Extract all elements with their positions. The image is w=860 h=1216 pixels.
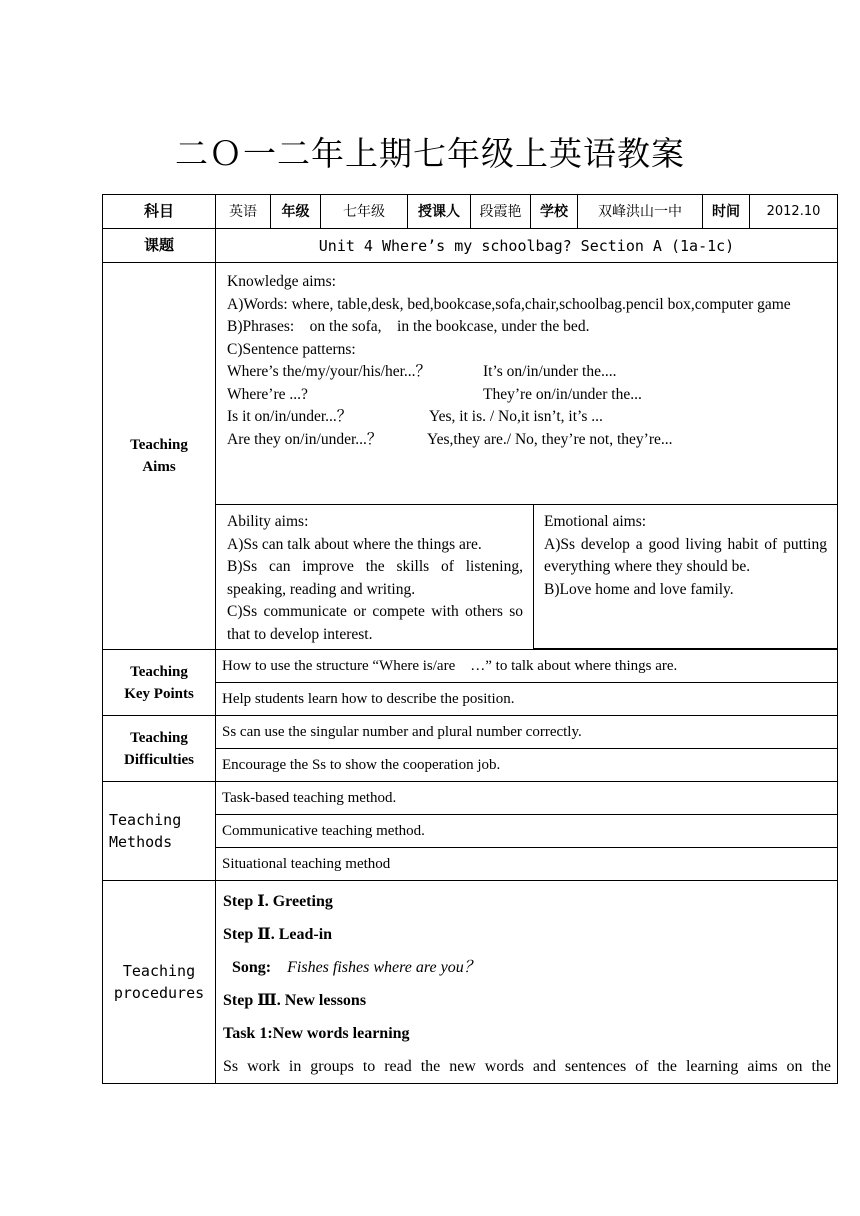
song-line	[223, 951, 831, 984]
school-label: 学校	[531, 195, 578, 229]
procedures-label	[103, 881, 216, 1084]
difficulty-item: Encourage the Ss to show the cooperation job.	[216, 749, 838, 782]
subject-value: 英语	[216, 195, 271, 229]
page-title: 二Ｏ一二年上期七年级上英语教案	[175, 134, 685, 173]
knowledge-words: A)Words: where, table,desk, bed,bookcase,sofa,chair,schoolbag.pencil box,computer game	[227, 295, 791, 313]
ability-line: Ability aims:	[227, 513, 309, 530]
knowledge-aims	[216, 263, 837, 505]
ability-aims	[216, 505, 534, 649]
step-new-lessons: Step Ⅲ. New lessons	[223, 992, 367, 1009]
methods-label-line1: Teaching	[109, 811, 182, 829]
difficulties-label	[103, 716, 216, 782]
pattern-question: Are they on/in/under...？	[227, 430, 383, 448]
knowledge-phrases: B)Phrases: on the sofa, in the bookcase, under the bed.	[227, 318, 590, 335]
pattern-answer: They’re on/in/under the...	[483, 385, 642, 403]
header-row	[103, 195, 838, 229]
key-points-label-line1: Teaching	[130, 663, 188, 680]
ability-line: B)Ss can improve the skills of listening, speaking, reading and writing.	[227, 558, 523, 598]
procedures-content	[216, 881, 838, 1084]
lesson-plan-table	[102, 194, 838, 1084]
procedures-label-line1: Teaching	[122, 962, 196, 980]
key-points-row	[103, 650, 838, 683]
method-item: Communicative teaching method.	[216, 815, 838, 848]
task-1: Task 1:New words learning	[223, 1025, 410, 1042]
pattern-question: Where’re ...?	[227, 385, 308, 403]
pattern-question: Where’s the/my/your/his/her...？	[227, 363, 432, 380]
grade-value: 七年级	[321, 195, 408, 229]
song-title: Fishes fishes where are you？	[287, 959, 480, 976]
pattern-line	[227, 406, 827, 429]
pattern-answer: Yes,they are./ No, they’re not, they’re...	[427, 430, 673, 448]
emotional-line: A)Ss develop a good living habit of putting everything where they should be.	[544, 535, 827, 575]
procedures-row	[103, 881, 838, 1084]
key-points-label	[103, 650, 216, 716]
song-label: Song:	[232, 959, 272, 976]
key-point-item: How to use the structure “Where is/are …” to talk about where things are.	[216, 650, 838, 683]
ability-line: C)Ss communicate or compete with others so that to develop interest.	[227, 603, 523, 643]
pattern-line	[227, 361, 827, 384]
difficulty-item: Ss can use the singular number and plural number correctly.	[216, 716, 838, 749]
grade-label: 年级	[271, 195, 321, 229]
topic-row	[103, 229, 838, 263]
emotional-aims	[533, 505, 837, 649]
teacher-label: 授课人	[408, 195, 471, 229]
aims-label-line2: Aims	[142, 459, 176, 475]
step-greeting: Step Ⅰ. Greeting	[223, 893, 333, 910]
aims-content	[216, 263, 838, 650]
pattern-answer: Yes, it is. / No,it isn’t, it’s ...	[429, 408, 603, 425]
knowledge-sentence-heading: C)Sentence patterns:	[227, 340, 356, 358]
procedure-text: Ss work in groups to read the new words and sentences of the learning aims on the	[223, 1058, 831, 1075]
emotional-line: Emotional aims:	[544, 513, 647, 530]
method-item: Task-based teaching method.	[216, 782, 838, 815]
pattern-question: Is it on/in/under...？	[227, 408, 353, 425]
step-lead-in: Step Ⅱ. Lead-in	[223, 926, 333, 943]
key-point-item: Help students learn how to describe the position.	[216, 683, 838, 716]
knowledge-heading: Knowledge aims:	[227, 273, 336, 290]
aims-subrow	[216, 505, 837, 649]
school-value: 双峰洪山一中	[578, 195, 703, 229]
pattern-answer: It’s on/in/under the....	[483, 363, 617, 380]
emotional-line: B)Love home and love family.	[544, 580, 734, 598]
difficulties-label-line1: Teaching	[130, 729, 188, 746]
time-value: 2012.10	[750, 195, 838, 229]
key-points-label-line2: Key Points	[124, 685, 194, 702]
difficulties-row	[103, 716, 838, 749]
topic-label: 课题	[103, 229, 216, 263]
aims-label-line1: Teaching	[130, 437, 188, 453]
methods-label	[103, 782, 216, 881]
subject-label: 科目	[103, 195, 216, 229]
pattern-line	[227, 429, 827, 452]
methods-label-line2: Methods	[109, 833, 173, 851]
teacher-value: 段霞艳	[471, 195, 531, 229]
pattern-line	[227, 384, 827, 407]
procedures-label-line2: procedures	[113, 984, 205, 1002]
difficulties-label-line2: Difficulties	[124, 751, 194, 768]
ability-line: A)Ss can talk about where the things are.	[227, 535, 482, 553]
aims-label	[103, 263, 216, 650]
aims-row	[103, 263, 838, 650]
methods-row	[103, 782, 838, 815]
topic-value: Unit 4 Where’s my schoolbag? Section A (1a-1c)	[216, 229, 838, 263]
time-label: 时间	[703, 195, 750, 229]
method-item: Situational teaching method	[216, 848, 838, 881]
